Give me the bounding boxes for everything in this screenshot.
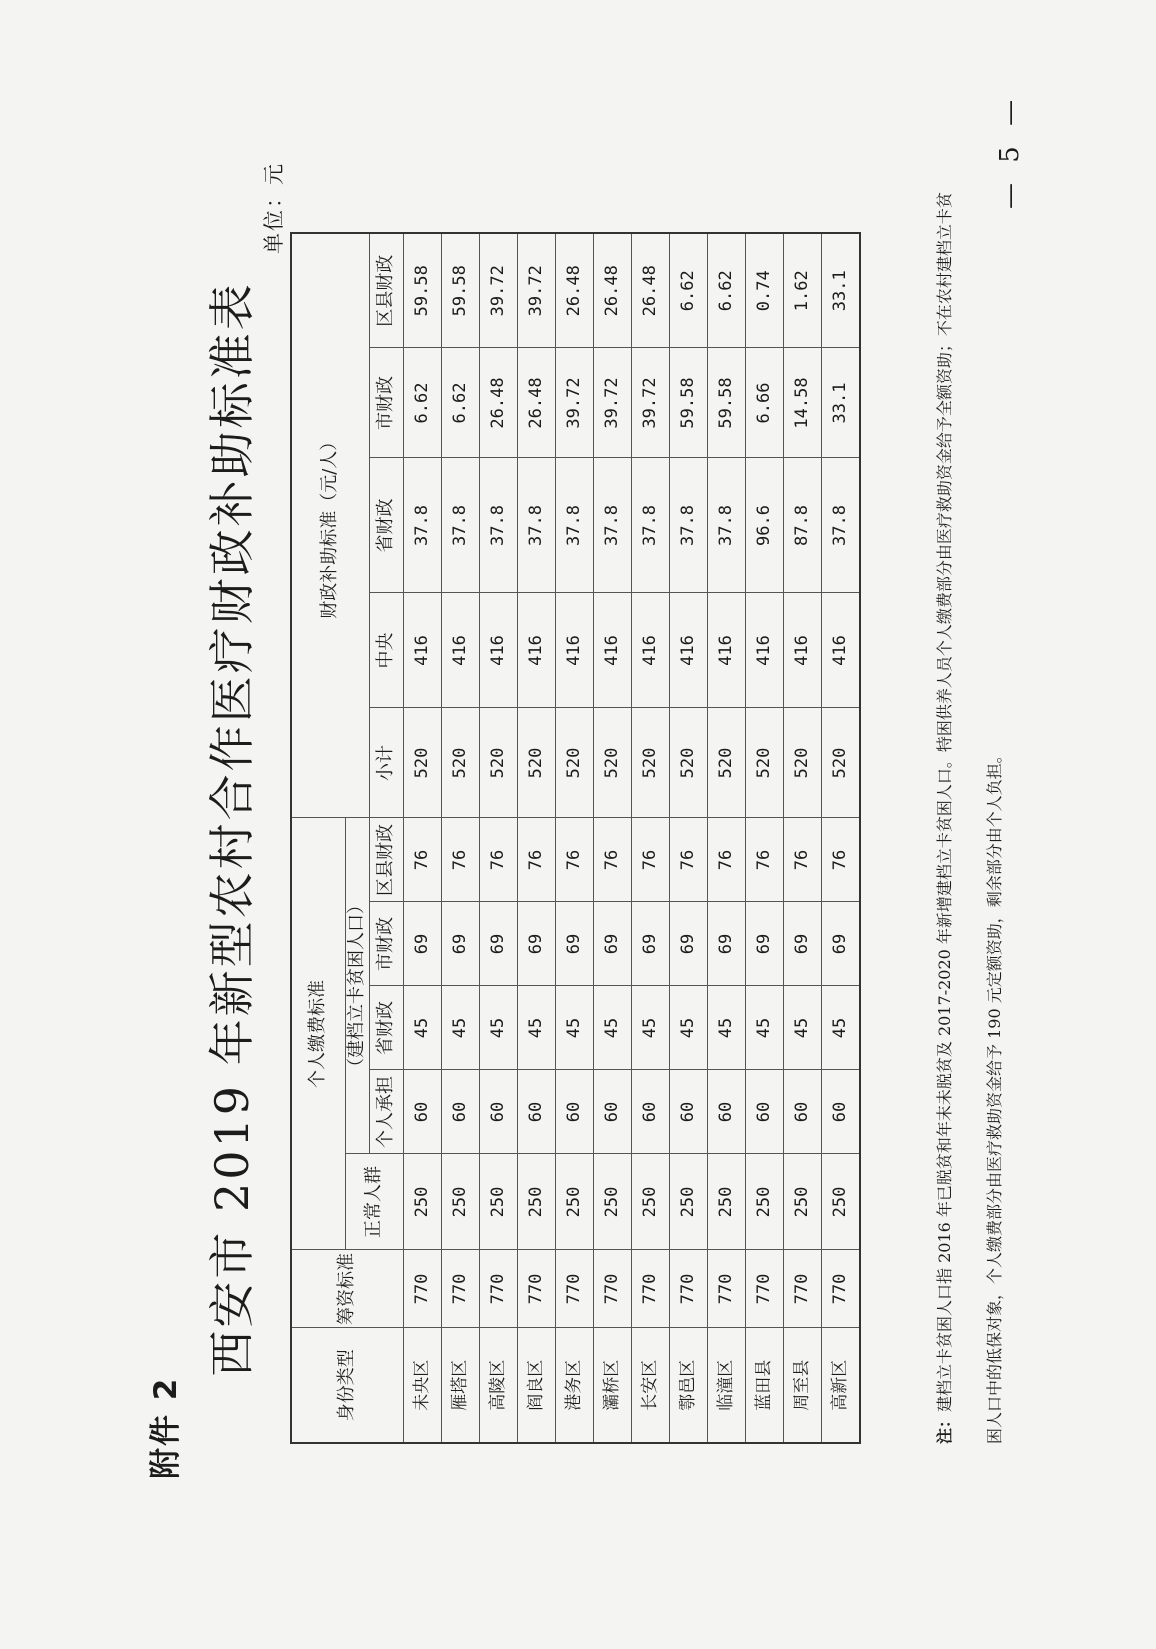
footnote-label: 注：	[935, 1411, 954, 1444]
value-cell: 770	[517, 1250, 555, 1328]
header-poor-self: 个人承担	[369, 1070, 403, 1154]
value-cell: 250	[631, 1154, 669, 1250]
value-cell: 250	[479, 1154, 517, 1250]
value-cell: 87.8	[783, 458, 821, 593]
value-cell: 26.48	[479, 348, 517, 458]
footnote-line-2: 困人口中的低保对象，个人缴费部分由医疗救助资金给予 190 元定额资助，剩余部分由个人负担。	[985, 747, 1004, 1444]
table-row	[783, 233, 821, 1443]
value-cell: 76	[555, 818, 593, 902]
table-row	[555, 233, 593, 1443]
value-cell: 33.1	[821, 233, 860, 348]
value-cell: 96.6	[745, 458, 783, 593]
value-cell: 60	[707, 1070, 745, 1154]
value-cell: 770	[707, 1250, 745, 1328]
value-cell: 76	[593, 818, 631, 902]
value-cell: 520	[479, 708, 517, 818]
value-cell: 39.72	[593, 348, 631, 458]
header-identity: 身份类型	[291, 1328, 403, 1443]
value-cell: 69	[783, 902, 821, 986]
value-cell: 1.62	[783, 233, 821, 348]
district-cell: 雁塔区	[441, 1328, 479, 1443]
value-cell: 770	[783, 1250, 821, 1328]
district-cell: 鄠邑区	[669, 1328, 707, 1443]
value-cell: 37.8	[403, 458, 441, 593]
value-cell: 69	[403, 902, 441, 986]
value-cell: 39.72	[555, 348, 593, 458]
value-cell: 76	[403, 818, 441, 902]
value-cell: 33.1	[821, 348, 860, 458]
value-cell: 770	[479, 1250, 517, 1328]
value-cell: 69	[669, 902, 707, 986]
value-cell: 770	[631, 1250, 669, 1328]
value-cell: 45	[669, 986, 707, 1070]
subsidy-table	[290, 232, 861, 1444]
header-poor-prov: 省财政	[369, 986, 403, 1070]
district-cell: 未央区	[403, 1328, 441, 1443]
value-cell: 770	[593, 1250, 631, 1328]
value-cell: 250	[707, 1154, 745, 1250]
value-cell: 416	[441, 593, 479, 708]
value-cell: 6.62	[669, 233, 707, 348]
value-cell: 39.72	[517, 233, 555, 348]
table-row	[669, 233, 707, 1443]
value-cell: 69	[821, 902, 860, 986]
header-central: 中央	[369, 593, 403, 708]
value-cell: 37.8	[517, 458, 555, 593]
value-cell: 45	[403, 986, 441, 1070]
value-cell: 770	[403, 1250, 441, 1328]
value-cell: 76	[441, 818, 479, 902]
value-cell: 45	[745, 986, 783, 1070]
district-cell: 蓝田县	[745, 1328, 783, 1443]
value-cell: 26.48	[593, 233, 631, 348]
value-cell: 60	[783, 1070, 821, 1154]
header-province: 省财政	[369, 458, 403, 593]
value-cell: 76	[707, 818, 745, 902]
value-cell: 6.66	[745, 348, 783, 458]
value-cell: 76	[631, 818, 669, 902]
value-cell: 520	[593, 708, 631, 818]
value-cell: 45	[555, 986, 593, 1070]
header-city: 市财政	[369, 348, 403, 458]
value-cell: 520	[631, 708, 669, 818]
value-cell: 76	[479, 818, 517, 902]
value-cell: 76	[821, 818, 860, 902]
value-cell: 59.58	[403, 233, 441, 348]
value-cell: 250	[745, 1154, 783, 1250]
table-row	[745, 233, 783, 1443]
value-cell: 69	[745, 902, 783, 986]
table-row	[707, 233, 745, 1443]
district-cell: 周至县	[783, 1328, 821, 1443]
value-cell: 60	[593, 1070, 631, 1154]
value-cell: 39.72	[631, 348, 669, 458]
value-cell: 416	[707, 593, 745, 708]
value-cell: 60	[821, 1070, 860, 1154]
value-cell: 250	[593, 1154, 631, 1250]
value-cell: 0.74	[745, 233, 783, 348]
district-cell: 高新区	[821, 1328, 860, 1443]
value-cell: 416	[821, 593, 860, 708]
value-cell: 250	[669, 1154, 707, 1250]
footnote-text-1: 建档立卡贫困人口指 2016 年已脱贫和年末未脱贫及 2017-2020 年新增建档立卡贫困人口。特困供养人员个人缴费部分由医疗救助资金给予全额资助；不在农村建档立卡贫	[935, 192, 954, 1412]
value-cell: 45	[479, 986, 517, 1070]
value-cell: 416	[593, 593, 631, 708]
value-cell: 60	[517, 1070, 555, 1154]
value-cell: 416	[669, 593, 707, 708]
value-cell: 416	[631, 593, 669, 708]
value-cell: 45	[517, 986, 555, 1070]
table-body	[403, 233, 860, 1443]
value-cell: 59.58	[707, 348, 745, 458]
value-cell: 59.58	[669, 348, 707, 458]
value-cell: 520	[517, 708, 555, 818]
value-cell: 45	[783, 986, 821, 1070]
header-subtotal: 小计	[369, 708, 403, 818]
value-cell: 6.62	[403, 348, 441, 458]
value-cell: 37.8	[441, 458, 479, 593]
value-cell: 520	[707, 708, 745, 818]
value-cell: 69	[479, 902, 517, 986]
header-raising: 筹资标准	[291, 1250, 403, 1328]
value-cell: 69	[707, 902, 745, 986]
value-cell: 37.8	[593, 458, 631, 593]
value-cell: 416	[745, 593, 783, 708]
value-cell: 76	[517, 818, 555, 902]
value-cell: 520	[745, 708, 783, 818]
value-cell: 416	[403, 593, 441, 708]
value-cell: 69	[593, 902, 631, 986]
value-cell: 45	[821, 986, 860, 1070]
header-poor-county: 区县财政	[369, 818, 403, 902]
header-poor-city: 市财政	[369, 902, 403, 986]
value-cell: 520	[441, 708, 479, 818]
value-cell: 6.62	[441, 348, 479, 458]
table-row	[403, 233, 441, 1443]
value-cell: 45	[631, 986, 669, 1070]
value-cell: 45	[441, 986, 479, 1070]
value-cell: 60	[745, 1070, 783, 1154]
page-title: 西安市 2019 年新型农村合作医疗财政补助标准表	[205, 281, 259, 1377]
table-row	[593, 233, 631, 1443]
header-normal: 正常人群	[345, 1154, 403, 1250]
value-cell: 6.62	[707, 233, 745, 348]
value-cell: 37.8	[821, 458, 860, 593]
header-personal: 个人缴费标准	[291, 818, 345, 1250]
table-row	[821, 233, 860, 1443]
value-cell: 416	[479, 593, 517, 708]
value-cell: 60	[479, 1070, 517, 1154]
value-cell: 37.8	[631, 458, 669, 593]
value-cell: 59.58	[441, 233, 479, 348]
value-cell: 14.58	[783, 348, 821, 458]
value-cell: 39.72	[479, 233, 517, 348]
value-cell: 250	[517, 1154, 555, 1250]
value-cell: 76	[783, 818, 821, 902]
header-poor-group: （建档立卡贫困人口）	[345, 818, 369, 1154]
value-cell: 45	[593, 986, 631, 1070]
value-cell: 520	[669, 708, 707, 818]
district-cell: 阎良区	[517, 1328, 555, 1443]
value-cell: 770	[441, 1250, 479, 1328]
value-cell: 250	[821, 1154, 860, 1250]
value-cell: 60	[555, 1070, 593, 1154]
district-cell: 灞桥区	[593, 1328, 631, 1443]
value-cell: 37.8	[669, 458, 707, 593]
value-cell: 770	[821, 1250, 860, 1328]
page-number: — 5 —	[995, 93, 1025, 209]
value-cell: 520	[403, 708, 441, 818]
value-cell: 520	[555, 708, 593, 818]
value-cell: 60	[631, 1070, 669, 1154]
footnote-line-1	[932, 192, 955, 1444]
value-cell: 37.8	[479, 458, 517, 593]
table-row	[517, 233, 555, 1443]
district-cell: 长安区	[631, 1328, 669, 1443]
value-cell: 520	[783, 708, 821, 818]
value-cell: 76	[669, 818, 707, 902]
value-cell: 60	[669, 1070, 707, 1154]
district-cell: 临潼区	[707, 1328, 745, 1443]
value-cell: 60	[441, 1070, 479, 1154]
value-cell: 69	[441, 902, 479, 986]
value-cell: 76	[745, 818, 783, 902]
table-row	[479, 233, 517, 1443]
value-cell: 45	[707, 986, 745, 1070]
value-cell: 520	[821, 708, 860, 818]
table-row	[441, 233, 479, 1443]
table-row	[631, 233, 669, 1443]
value-cell: 37.8	[707, 458, 745, 593]
value-cell: 250	[783, 1154, 821, 1250]
value-cell: 416	[555, 593, 593, 708]
value-cell: 770	[555, 1250, 593, 1328]
value-cell: 250	[555, 1154, 593, 1250]
header-subsidy: 财政补助标准（元/人）	[291, 233, 369, 818]
unit-label: 单位：元	[262, 162, 286, 254]
value-cell: 69	[555, 902, 593, 986]
value-cell: 69	[517, 902, 555, 986]
value-cell: 26.48	[631, 233, 669, 348]
value-cell: 770	[745, 1250, 783, 1328]
value-cell: 69	[631, 902, 669, 986]
district-cell: 港务区	[555, 1328, 593, 1443]
value-cell: 416	[517, 593, 555, 708]
value-cell: 60	[403, 1070, 441, 1154]
value-cell: 416	[783, 593, 821, 708]
value-cell: 37.8	[555, 458, 593, 593]
header-county: 区县财政	[369, 233, 403, 348]
value-cell: 250	[403, 1154, 441, 1250]
annex-label: 附件 2	[148, 1376, 184, 1479]
value-cell: 250	[441, 1154, 479, 1250]
value-cell: 770	[669, 1250, 707, 1328]
district-cell: 高陵区	[479, 1328, 517, 1443]
value-cell: 26.48	[517, 348, 555, 458]
value-cell: 26.48	[555, 233, 593, 348]
